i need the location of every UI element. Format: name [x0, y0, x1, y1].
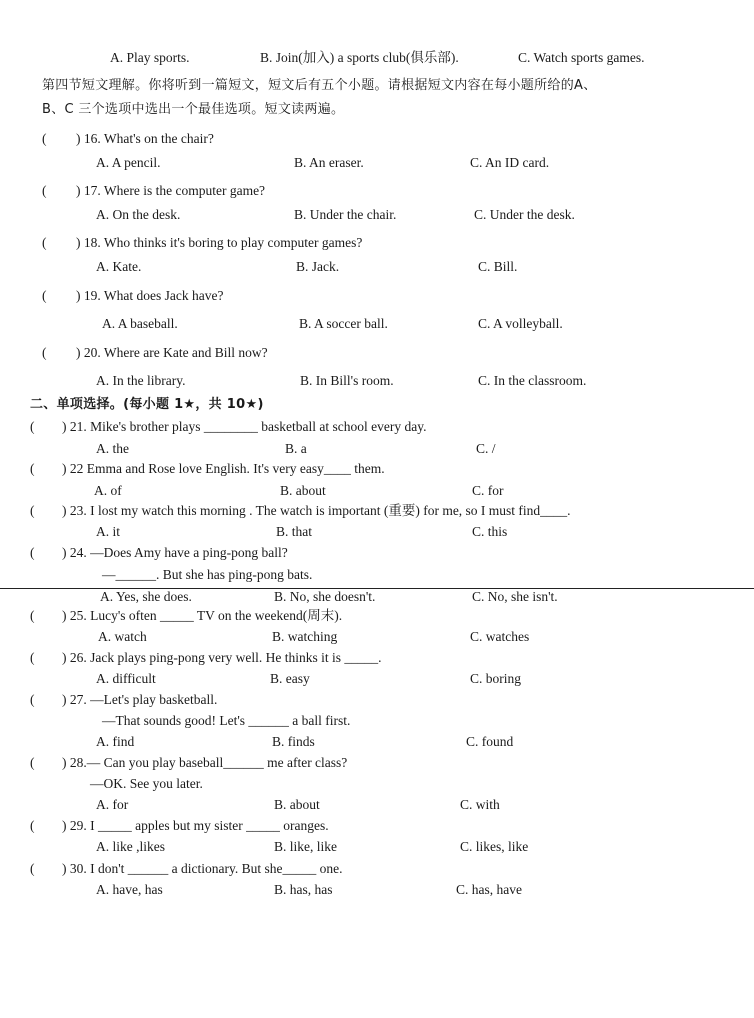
option-b: B. Under the chair.: [294, 207, 397, 222]
section4-instruction-line1: 第四节短文理解。你将听到一篇短文，短文后有五个小题。请根据短文内容在每小题所给的A、: [42, 78, 597, 93]
option-c: C. watches: [470, 629, 530, 644]
option-c: C. An ID card.: [470, 155, 550, 170]
option-c: C. this: [472, 524, 508, 539]
top-option-c: C. Watch sports games.: [518, 50, 645, 65]
answer-paren: (: [42, 235, 47, 250]
option-c: C. Bill.: [478, 259, 518, 274]
section4-instruction-line2: B、C 三个选项中选出一个最佳选项。短文读两遍。: [42, 102, 345, 117]
option-a: A. A baseball.: [102, 316, 178, 331]
section2-heading: 二、单项选择。(每小题 1★，共 10★): [30, 397, 264, 412]
option-c: C. has, have: [456, 882, 522, 897]
option-c: C. No, she isn't.: [472, 589, 558, 604]
question-reply: —That sounds good! Let's ______ a ball first.: [102, 713, 351, 728]
question-stem: ) 26. Jack plays ping-pong very well. He thinks it is _____.: [62, 650, 382, 665]
option-c: C. In the classroom.: [478, 373, 587, 388]
option-a: A. it: [96, 524, 121, 539]
answer-paren: (: [30, 818, 35, 833]
option-b: B. about: [274, 797, 320, 812]
option-b: B. like, like: [274, 839, 337, 854]
option-a: A. In the library.: [96, 373, 186, 388]
option-a: A. Kate.: [96, 259, 142, 274]
option-c: C. boring: [470, 671, 522, 686]
question-stem: ) 17. Where is the computer game?: [76, 183, 266, 198]
option-a: A. Yes, she does.: [100, 589, 192, 604]
question-reply: —______. But she has ping-pong bats.: [102, 567, 313, 582]
option-b: B. about: [280, 483, 326, 498]
option-a: A. watch: [98, 629, 147, 644]
option-b: B. finds: [272, 734, 315, 749]
option-a: A. like ,likes: [96, 839, 165, 854]
question-stem: ) 25. Lucy's often _____ TV on the weekend(周末).: [62, 608, 343, 623]
answer-paren: (: [42, 183, 47, 198]
answer-paren: (: [30, 650, 35, 665]
option-c: C. A volleyball.: [478, 316, 563, 331]
answer-paren: (: [42, 345, 47, 360]
question-stem: ) 27. —Let's play basketball.: [62, 692, 218, 707]
option-c: C. found: [466, 734, 514, 749]
option-c: C. likes, like: [460, 839, 529, 854]
answer-paren: (: [30, 461, 35, 476]
option-c: C. for: [472, 483, 504, 498]
question-stem: ) 16. What's on the chair?: [76, 131, 214, 146]
answer-paren: (: [30, 545, 35, 560]
option-b: B. easy: [270, 671, 310, 686]
option-a: A. find: [96, 734, 135, 749]
option-b: B. a: [285, 441, 307, 456]
option-b: B. A soccer ball.: [299, 316, 388, 331]
option-b: B. Jack.: [296, 259, 340, 274]
option-c: C. /: [476, 441, 496, 456]
question-stem: ) 19. What does Jack have?: [76, 288, 224, 303]
answer-paren: (: [42, 131, 47, 146]
option-b: B. has, has: [274, 882, 333, 897]
question-stem: ) 23. I lost my watch this morning . The watch is important (重要) for me, so I must find____.: [62, 503, 571, 518]
top-option-b: B. Join(加入) a sports club(俱乐部).: [260, 50, 459, 65]
question-stem: ) 28.— Can you play baseball______ me after class?: [62, 755, 348, 770]
option-a: A. the: [96, 441, 129, 456]
answer-paren: (: [30, 419, 35, 434]
option-a: A. for: [96, 797, 129, 812]
answer-paren: (: [42, 288, 47, 303]
answer-paren: (: [30, 692, 35, 707]
option-c: C. Under the desk.: [474, 207, 575, 222]
question-stem: ) 30. I don't ______ a dictionary. But she_____ one.: [62, 861, 343, 876]
option-a: A. A pencil.: [96, 155, 161, 170]
option-b: B. No, she doesn't.: [274, 589, 376, 604]
answer-paren: (: [30, 608, 35, 623]
top-option-a: A. Play sports.: [110, 50, 190, 65]
option-a: A. of: [94, 483, 122, 498]
question-stem: ) 18. Who thinks it's boring to play computer games?: [76, 235, 363, 250]
question-stem: ) 22 Emma and Rose love English. It's very easy____ them.: [62, 461, 385, 476]
option-a: A. have, has: [96, 882, 163, 897]
question-reply: —OK. See you later.: [90, 776, 203, 791]
question-stem: ) 20. Where are Kate and Bill now?: [76, 345, 268, 360]
answer-paren: (: [30, 755, 35, 770]
option-a: A. difficult: [96, 671, 156, 686]
answer-paren: (: [30, 861, 35, 876]
option-b: B. An eraser.: [294, 155, 364, 170]
question-stem: ) 29. I _____ apples but my sister _____ oranges.: [62, 818, 329, 833]
option-a: A. On the desk.: [96, 207, 181, 222]
answer-paren: (: [30, 503, 35, 518]
question-stem: ) 21. Mike's brother plays ________ basketball at school every day.: [62, 419, 427, 434]
option-b: B. that: [276, 524, 312, 539]
question-stem: ) 24. —Does Amy have a ping-pong ball?: [62, 545, 288, 560]
option-c: C. with: [460, 797, 500, 812]
option-b: B. In Bill's room.: [300, 373, 394, 388]
option-b: B. watching: [272, 629, 338, 644]
